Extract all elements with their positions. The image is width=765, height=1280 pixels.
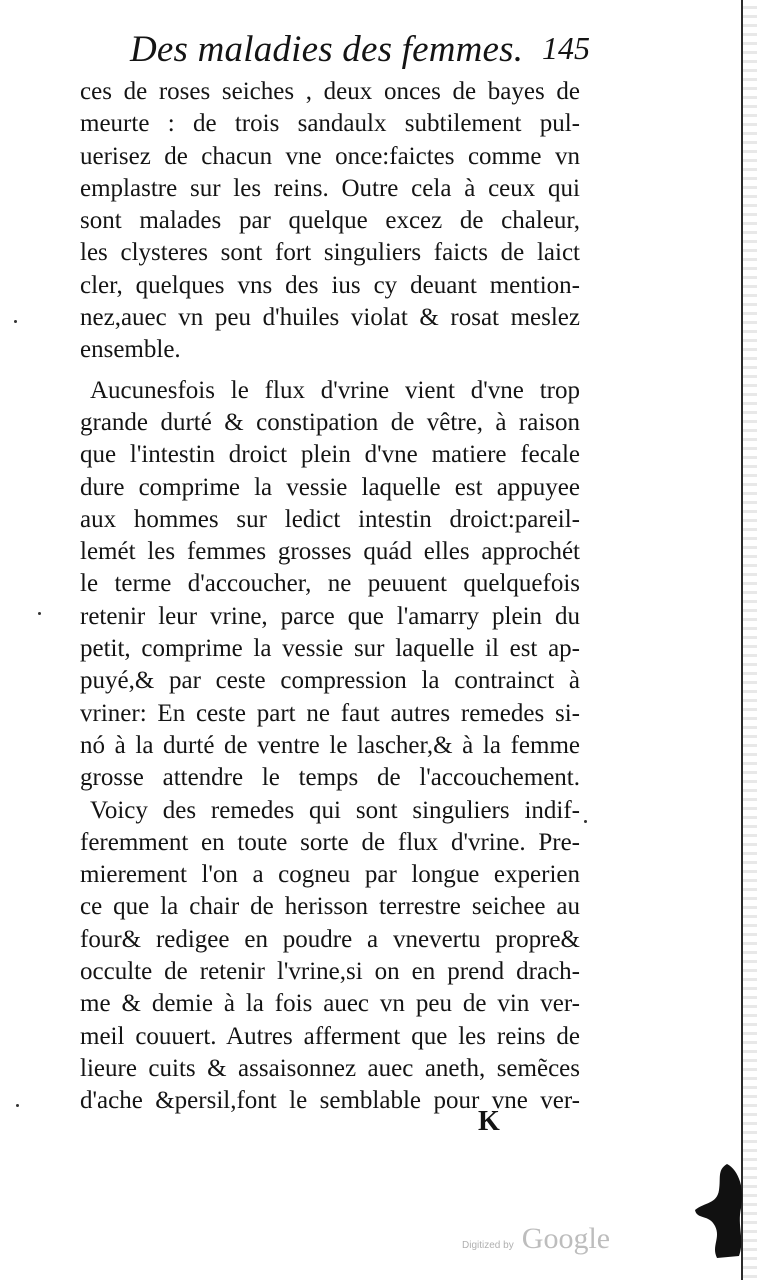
- text-line: ensemble.: [80, 336, 181, 364]
- signature-mark: K: [478, 1106, 500, 1137]
- text-line: ces de roses seiches , deux onces de bayes de: [80, 78, 580, 105]
- brand-logo-text: Google: [521, 1222, 611, 1255]
- text-line: lieure cuits & assaisonnez auec aneth, semẽces: [80, 1054, 580, 1082]
- text-line: meurte : de trois sandaulx subtilement pul-: [80, 110, 580, 138]
- text-line: uerisez de chacun vne once:faictes comme vn: [80, 142, 580, 170]
- text-line: nó à la durté de ventre le lascher,& à la femme: [80, 731, 580, 759]
- text-line: meil couuert. Autres afferment que les reins de: [80, 1022, 580, 1050]
- scan-speck: [38, 612, 41, 615]
- scan-speck: [16, 1104, 19, 1107]
- text-line: nez,auec vn peu d'huiles violat & rosat meslez: [80, 304, 580, 332]
- paragraph-3: [80, 795, 580, 1118]
- text-line: d'ache &persil,font le semblable pour vne ver-: [80, 1087, 580, 1115]
- text-line: cler, quelques vns des ius cy deuant mention-: [80, 271, 580, 299]
- text-line: petit, comprime la vessie sur laquelle il est ap-: [80, 635, 580, 663]
- text-line: Aucunesfois le flux d'vrine vient d'vne trop: [90, 376, 580, 404]
- text-line: grosse attendre le temps de l'accouchement.: [80, 764, 580, 792]
- scan-speck: [14, 320, 17, 323]
- text-line: Voicy des remedes qui sont singuliers indif-: [90, 796, 580, 824]
- text-line: vriner: En ceste part ne faut autres remedes si-: [80, 699, 580, 727]
- ink-blot: [687, 1160, 747, 1260]
- text-line: mierement l'on a cogneu par longue experien: [80, 861, 580, 889]
- text-line: occulte de retenir l'vrine,si on en prend drach-: [80, 958, 580, 986]
- paragraph-2: [80, 375, 580, 795]
- text-line: dure comprime la vessie laquelle est appuyee: [80, 473, 580, 501]
- text-line: retenir leur vrine, parce que l'amarry plein du: [80, 602, 580, 630]
- text-line: aux hommes sur ledict intestin droict:pareil-: [80, 505, 580, 533]
- page-number: 145: [542, 30, 590, 66]
- text-line: emplastre sur les reins. Outre cela à ceux qui: [80, 174, 580, 202]
- digitized-label: Digitized by: [462, 1240, 514, 1251]
- text-line: puyé,& par ceste compression la contrainct à: [80, 667, 580, 695]
- text-line: feremment en toute sorte de flux d'vrine. Pre-: [80, 828, 580, 856]
- running-title: Des maladies des femmes.: [130, 29, 524, 70]
- text-line: four& redigee en poudre a vnevertu propre&: [80, 925, 580, 953]
- text-line: les clysteres sont fort singuliers faicts de laict: [80, 239, 580, 267]
- text-line: le terme d'accoucher, ne peuuent quelquefois: [80, 570, 580, 598]
- scan-speck: [584, 820, 587, 823]
- text-line: lemét les femmes grosses quád elles approchét: [80, 538, 580, 566]
- page-edge: [741, 0, 757, 1280]
- page-header: [130, 28, 590, 74]
- text-line: ce que la chair de herisson terrestre seichee au: [80, 893, 580, 921]
- text-line: que l'intestin droict plein d'vne matiere fecale: [80, 441, 580, 469]
- text-line: sont malades par quelque excez de chaleur,: [80, 207, 580, 235]
- text-line: grande durté & constipation de vêtre, à raison: [80, 408, 580, 436]
- text-line: me & demie à la fois auec vn peu de vin ver-: [80, 990, 580, 1018]
- body-text: [80, 76, 580, 1118]
- paragraph-1: [80, 76, 580, 367]
- digitization-footer: [462, 1222, 610, 1256]
